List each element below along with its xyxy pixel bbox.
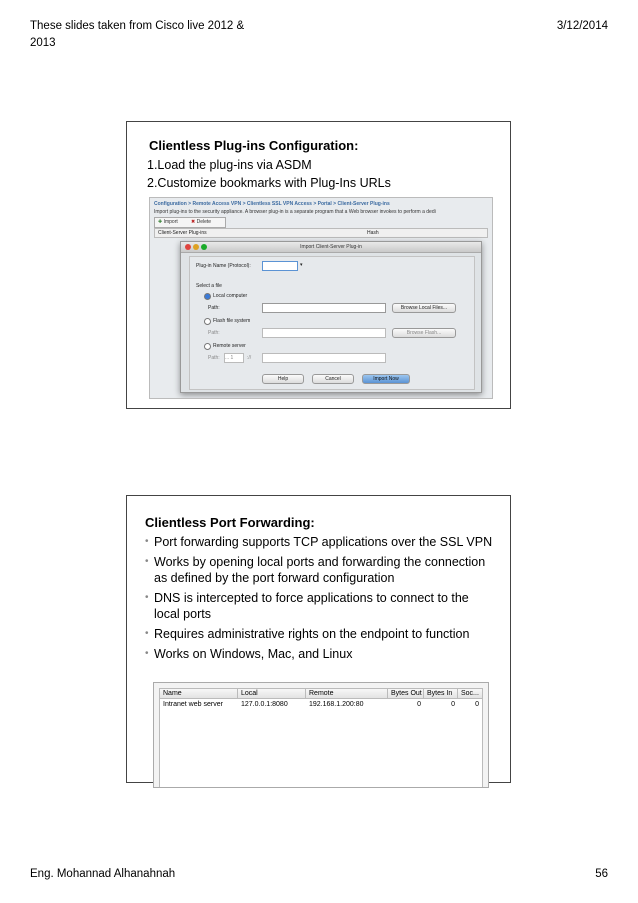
col-sockets[interactable]: Soc...	[458, 689, 482, 699]
import-label: Import	[163, 219, 178, 225]
asdm-description: Import plug-ins to the security appliance. A browser plug-in is a separate program that a Web browser invokes to perform a dedi	[154, 209, 436, 215]
slide-port-forwarding	[126, 495, 511, 783]
flash-path-label: Path:	[208, 330, 220, 336]
remote-separator: ://	[247, 355, 252, 361]
header-source-line1: These slides taken from Cisco live 2012 &	[30, 20, 245, 32]
grid-col-hash: Hash	[367, 230, 379, 236]
bullet-glyph: •	[145, 628, 149, 639]
slide1-step1: 1.Load the plug-ins via ASDM	[147, 158, 312, 172]
slide2-title: Clientless Port Forwarding:	[145, 515, 315, 530]
col-bytes-in[interactable]: Bytes In	[424, 689, 458, 699]
col-remote[interactable]: Remote	[306, 689, 388, 699]
col-name[interactable]: Name	[160, 689, 238, 699]
bullet-item: • Works on Windows, Mac, and Linux	[145, 647, 353, 661]
port-forward-table	[159, 688, 483, 788]
slide2-bullets	[145, 534, 495, 666]
header-source	[30, 18, 244, 52]
delete-toolbar-button[interactable]	[191, 219, 211, 225]
import-plugin-dialog	[180, 241, 482, 393]
remote-protocol-select[interactable]: ... 1	[224, 353, 244, 363]
select-file-label: Select a file	[196, 283, 222, 289]
flash-path-input[interactable]	[262, 328, 386, 338]
bullet-item: • Port forwarding supports TCP applications over the SSL VPN	[145, 535, 493, 549]
slide1-step2: 2.Customize bookmarks with Plug-Ins URLs	[147, 176, 391, 190]
header-source-line2: 2013	[30, 37, 56, 49]
remote-path-label: Path:	[208, 355, 220, 361]
grid-col-plugins: Client-Server Plug-ins	[158, 230, 207, 236]
import-now-button[interactable]: Import Now	[362, 374, 410, 384]
bullet-glyph: •	[145, 556, 149, 567]
asdm-toolbar	[154, 217, 226, 228]
import-icon: ✚	[158, 219, 163, 225]
plugins-grid-header	[154, 228, 488, 238]
bullet-item: • Works by opening local ports and forwarding the connection as defined by the port forward configuration	[145, 555, 486, 585]
local-computer-radio[interactable]	[204, 293, 211, 300]
delete-icon: ✖	[191, 219, 196, 225]
cell-local: 127.0.0.1:8080	[241, 701, 288, 708]
footer-author: Eng. Mohannad Alhanahnah	[30, 868, 176, 880]
import-toolbar-button[interactable]	[158, 219, 178, 225]
col-bytes-out[interactable]: Bytes Out	[388, 689, 424, 699]
local-path-input[interactable]	[262, 303, 386, 313]
page-number: 56	[595, 868, 608, 880]
remote-server-label: Remote server	[213, 343, 246, 349]
minimize-icon[interactable]	[193, 244, 199, 250]
slide-plugins	[126, 121, 511, 409]
slide1-title: Clientless Plug-ins Configuration:	[149, 138, 359, 153]
remote-server-radio[interactable]	[204, 343, 211, 350]
flash-file-system-label: Flash file system	[213, 318, 251, 324]
plugin-name-label: Plug-in Name (Protocol):	[196, 263, 251, 269]
port-forward-screenshot	[153, 682, 489, 788]
bullet-item: • Requires administrative rights on the endpoint to function	[145, 627, 470, 641]
cell-remote: 192.168.1.200:80	[309, 701, 364, 708]
browse-flash-button[interactable]: Browse Flash...	[392, 328, 456, 338]
cell-name: Intranet web server	[163, 701, 223, 708]
local-computer-label: Local computer	[213, 293, 248, 299]
dialog-body	[189, 256, 475, 390]
cell-bytes-out: 0	[417, 701, 421, 708]
asdm-breadcrumb: Configuration > Remote Access VPN > Clientless SSL VPN Access > Portal > Client-Server Plug-ins	[154, 201, 390, 207]
bullet-item: • DNS is intercepted to force applications to connect to the local ports	[145, 591, 469, 621]
plugin-name-select[interactable]	[262, 261, 298, 271]
close-icon[interactable]	[185, 244, 191, 250]
dialog-title: Import Client-Server Plug-in	[181, 242, 481, 253]
cancel-button[interactable]: Cancel	[312, 374, 354, 384]
header-date: 3/12/2014	[556, 20, 608, 32]
col-local[interactable]: Local	[238, 689, 306, 699]
browse-local-button[interactable]: Browse Local Files...	[392, 303, 456, 313]
asdm-screenshot	[149, 197, 493, 399]
local-path-label: Path:	[208, 305, 220, 311]
remote-path-input[interactable]	[262, 353, 386, 363]
chevron-down-icon[interactable]: ▾	[300, 262, 303, 268]
bullet-glyph: •	[145, 536, 149, 547]
cell-bytes-in: 0	[451, 701, 455, 708]
bullet-glyph: •	[145, 648, 149, 659]
bullet-glyph: •	[145, 592, 149, 603]
cell-sockets: 0	[475, 701, 479, 708]
help-button[interactable]: Help	[262, 374, 304, 384]
zoom-icon[interactable]	[201, 244, 207, 250]
delete-label: Delete	[196, 219, 212, 225]
flash-file-system-radio[interactable]	[204, 318, 211, 325]
